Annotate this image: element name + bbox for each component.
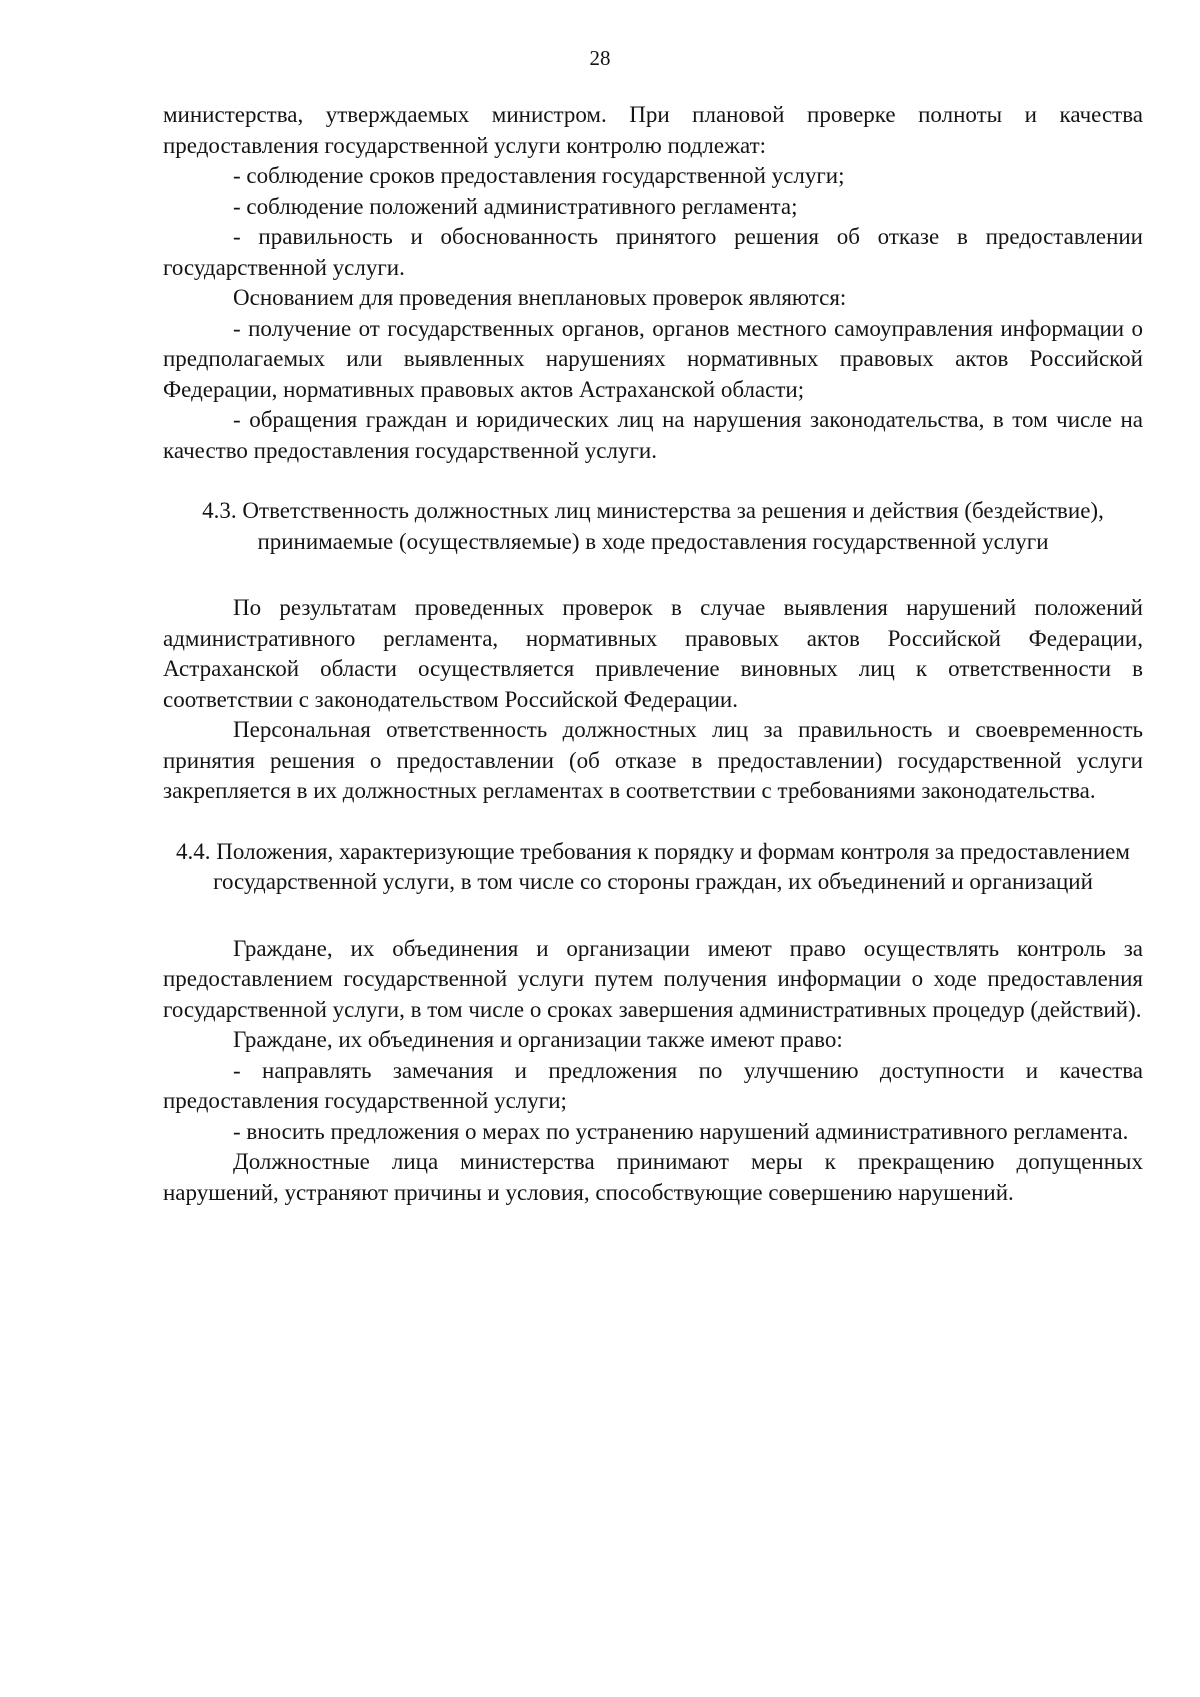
paragraph: министерства, утверждаемых министром. При плановой проверке полноты и качества предоставления государственной услуги контролю подлежат: (163, 102, 1143, 158)
list-item: - соблюдение сроков предоставления государственной услуги; (233, 163, 845, 188)
list-item: - направлять замечания и предложения по улучшению доступности и качества предоставления государственной услуги; (163, 1057, 1143, 1113)
section-heading-4-3: 4.3. Ответственность должностных лиц министерства за решения и действия (бездействие), принимаемые (осуществляемые) в ходе предоставления государственной услуги (202, 498, 1104, 554)
list-item: - обращения граждан и юридических лиц на нарушения законодательства, в том числе на качество предоставления государственной услуги. (163, 407, 1143, 463)
list-item: - вносить предложения о мерах по устранению нарушений административного регламента. (233, 1118, 1129, 1144)
list-item: - получение от государственных органов, органов местного самоуправления информации о предполагаемых или выявленных нарушениях нормативных правовых актов Российской Федерации, нормативных правовых актов Астраханской области; (163, 315, 1143, 402)
paragraph: Граждане, их объединения и организации также имеют право: (233, 1027, 843, 1052)
paragraph: Основанием для проведения внеплановых проверок являются: (233, 285, 847, 310)
page-number: 28 (589, 46, 611, 70)
list-item: - правильность и обоснованность принятого решения об отказе в предоставлении государственной услуги. (163, 224, 1143, 280)
paragraph: Должностные лица министерства принимают меры к прекращению допущенных нарушений, устраняют причины и условия, способствующие совершению нарушений. (163, 1149, 1143, 1205)
section-heading-4-4: 4.4. Положения, характеризующие требования к порядку и формам контроля за предоставлением государственной услуги, в том числе со стороны граждан, их объединений и организаций (176, 838, 1130, 894)
document-body (163, 100, 1143, 1208)
paragraph: По результатам проведенных проверок в случае выявления нарушений положений административного регламента, нормативных правовых актов Российской Федерации, Астраханской области осуществляется привлечение виновных лиц к ответственности в соответствии с законодательством Российской Федерации. (163, 595, 1143, 712)
paragraph: Граждане, их объединения и организации имеют право осуществлять контроль за предоставлением государственной услуги путем получения информации о ходе предоставления государственной услуги, в том числе о сроках завершения административных процедур (действий). (163, 935, 1143, 1022)
list-item: - соблюдение положений административного регламента; (233, 193, 798, 219)
paragraph: Персональная ответственность должностных лиц за правильность и своевременность принятия решения о предоставлении (об отказе в предоставлении) государственной услуги закрепляется в их должностных регламентах в соответствии с требованиями законодательства. (163, 717, 1143, 803)
